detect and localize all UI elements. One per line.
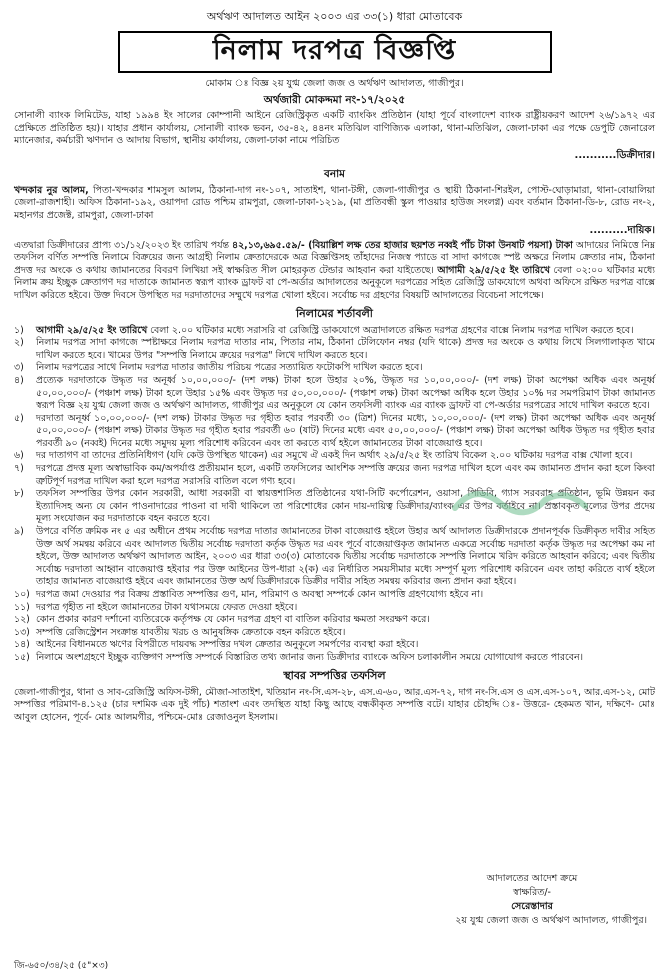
rule-item: ৪) প্রত্যেক দরদাতাকে উদ্ধৃত দর অনূর্ধ্ব ১০,০০,০০০/- (দশ লক্ষ) টাকা হলে উহার ২০%, উদ্ধৃত দর ১০,০০,০০০/- (দশ লক্ষ) টাকা অপেক্ষা অধিক এবং অনূর্ধ্ব ৫০,০০,০০০/- (পঞ্চাশ লক্ষ) টাকা হলে উহার ১৫% এবং উদ্ধৃত দর ৫০,০০,০০০/- (পঞ্চাশ লক্ষ) টাকা অপেক্ষা অধিক হলে উহার ১০% দর সমপরিমাণ টাকা জামানত স্বরূপ বিজ্ঞ ২য় যুগ্ম জেলা জজ ও অর্থঋণ আদালত, গাজীপুর এর অনুকূলে যে কোন তফসিলী ব্যাংক এর ব্যাংক ড্রাফট বা পে-অর্ডার দরপত্রের সাথে দাখিল করতে হবে। [14, 374, 655, 412]
plaintiff-label: ...........ডিক্রীদার। [574, 149, 655, 161]
versus-heading: বনাম [324, 167, 345, 180]
rule-item: ৮) তফসিল সম্পত্তির উপর কোন সরকারী, আধা সরকারী বা স্বায়ত্তশাসিত প্রতিষ্ঠানের যথা-সিটি কর্পোরেশন, ওয়াসা, পিডিবি, গ্যাস সরবরাহ প্রতিষ্ঠান, ভূমি উন্নয়ন কর ইত্যাদিসহ অন্য যে কোন পাওনাদারের পাওনা বা দাবী থাকিলে তা পরিশোধের কোন দায়-দায়িত্ব ডিক্রীদার/ব্যাংক এর উপর বর্তাইবে না। প্রস্তাবকৃত মূল্যের উপর প্রদেয় মূল্য সংযোজন কর দরদাতাকে বহন করতে হবে। [14, 488, 655, 525]
defendant-name: খন্দকার নুর আলম, [14, 184, 89, 196]
signature-order: আদালতের আদেশ ক্রমে [486, 873, 578, 884]
signature-title: সেরেস্তাদার [511, 901, 553, 912]
defendant-block [14, 185, 655, 223]
rule-item: ১৪) আইনের বিধানমতে ঋণের বিপরীতে দায়বদ্ধ সম্পত্তির দখল ক্রেতার অনুকূলে সমর্পণের ব্যবস্থা করা হইবে। [14, 639, 419, 651]
decree-amount: ৪২,১৩,৬৯৫.৫৯/- (বিয়াল্লিশ লক্ষ তের হাজার ছয়শত নব্বই পাঁচ টাকা উনষাট পয়সা) [231, 239, 553, 251]
law-reference: অর্থঋণ আদালত আইন ২০০৩ এর ৩৩(১) ধারা মোতাবেক [206, 10, 463, 23]
signature-signed: স্বাক্ষরিত/- [513, 887, 551, 898]
schedule-text: জেলা-গাজীপুর, থানা ও সাব-রেজিস্ট্রি অফিস-টঙ্গী, মৌজা-সাতাইশ, খতিয়ান নং-সি.এস-২৮, এস.এ-৬০, আর.এস-৭২, দাগ নং-সি.এস ও এস.এস-১০৭, আর.এস-১২, মোট সম্পত্তির পরিমাণ-৪.১২৫ (চার দশমিক এক দুই পাঁচ) শতাংশ এবং তদস্থিত যাহা কিছু আছে বন্ধকীকৃত সম্পত্তি বটে। যাহার চৌহদ্দি ঃ- উত্তরে- হেকমত খান, দক্ষিণে- মোঃ আবুল হোসেন, পূর্বে- মোঃ আলমগীর, পশ্চিমে-মোঃ রেজাওনুল ইসলাম। [14, 686, 655, 723]
defendant-label: ..........দায়িক। [589, 224, 655, 236]
rule-item: ১) আগামী ২৯/৫/২৫ ইং তারিখে বেলা ২.০০ ঘটিকার মধ্যে সরাসরি বা রেজিস্ট্রি ডাকযোগে অত্রাদালতে রক্ষিত দরপত্র গ্রহণের বাক্সে নিলাম দরপত্র দাখিল করতে হবে। [14, 324, 634, 336]
rule-item: ২) নিলাম দরপত্র সাদা কাগজে স্পষ্টাক্ষরে নিলাম দরপত্র দাতার নাম, পিতার নাম, ঠিকানা টেলিফোন নম্বর (যদি থাকে) প্রদত্ত দর অংকে ও কথায় লিখে সিলগালাকৃত খামে দাখিল করতে হবে। খামের উপর "সম্পত্তি নিলামে ক্রয়ের দরপত্র" লিখে দাখিল করতে হবে। [14, 337, 655, 361]
court-name: মোকাম ঃ বিজ্ঞ ২য় যুগ্ম জেলা জজ ও অর্থঋণ আদালত, গাজীপুর। [205, 78, 464, 89]
rule-item: ৩) নিলাম দরপত্রের সাথে নিলাম দরপত্র দাতার জাতীয় পরিচয় পত্রের সত্যায়িত ফটোকপি দাখিল করতে হবে। [14, 362, 423, 374]
intro-paragraph [14, 240, 655, 303]
footer-code: জি-৬৫০/৩৪/২৫ (৫"×৩) [14, 961, 109, 971]
intro-part1: এতদ্বারা ডিক্রীদারের প্রাপ্য ৩১/১২/২০২৩ ইং তারিখ পর্যন্ত [14, 239, 229, 251]
notice-title: নিলাম দরপত্র বিজ্ঞপ্তি [118, 31, 552, 73]
intro-part2: আদায়ের নিমিত্তে নিম্ন তফসিল বর্ণিত সম্পত্তি নিলামে বিক্রয়ের জন্য আগ্রহী নিলাম ক্রেতাদেরকে অত্র বিজ্ঞপ্তিসহ তাঁহাদের নিজস্ব প্যাডে বা সাদা কাগজে স্পষ্ট অক্ষরে নিলাম ক্রেতার নাম, ঠিকানা প্রদত্ত দর অংকে ও কথায় জামানতের বিবরণ লিখিয়া সই স্বাক্ষরিত সীল মোহরকৃত টেন্ডার আহবান করা যাইতেছে। [14, 239, 656, 276]
plaintiff-text: সোনালী ব্যাংক লিমিটেড, যাহা ১৯৯৪ ইং সালের কোম্পানী আইনে রেজিস্ট্রিকৃত একটি ব্যাংকিং প্রতিষ্ঠান (যাহা পূর্বে বাংলাদেশ ব্যাংক রাষ্ট্রীয়করণ আদেশ ২৬/১৯৭২ এর প্রেক্ষিতে প্রতিষ্ঠিত হয়)। যাহার প্রধান কার্যালয়, সোনালী ব্যাংক ভবন, ৩৫-৪২, ৪৪নং মতিঝিল বাণিজ্যিক এলাকা, থানা-মতিঝিল, জেলা-ঢাকা এর পক্ষে ডেপুটি জেনারেল ম্যানেজার, কর্মচারী ঋণদান ও আদায় বিভাগ, স্থানীয় কার্যালয়, জেলা-ঢাকা নামে পরিচিত [14, 110, 655, 147]
rule-item: ১২) কোন প্রকার কারণ দর্শানো ব্যতিরেকে কর্তৃপক্ষ যে কোন দরপত্র গ্রহণ বা বাতিল করিবার ক্ষমতা সংরক্ষণ করে। [14, 614, 430, 626]
signature-block [417, 872, 647, 928]
rule-item: ১৩) সম্পত্তি রেজিস্ট্রেশন সংক্রান্ত যাবতীয় খরচ ও আনুষঙ্গিক ক্রেতাকে বহন করিতে হইবে। [14, 626, 346, 638]
case-number: অর্থজারী মোকদ্দমা নং-১৭/২০২৫ [263, 94, 406, 106]
rule-item: ৭) দরপত্রে প্রদত্ত মূল্য অস্বাভাবিক কম/অপর্যাপ্ত প্রতীয়মান হলে, একটি তফসিলের আংশিক সম্পত্তি ক্রয়ের জন্য দরপত্র দাখিল হলে এবং কম জামানত প্রদান করা হলে কিংবা ত্রুটিপূর্ণ দরপত্র দাখিল করা হলে দরপত্র সরাসরি বাতিল বলে গণ্য হবে। [14, 463, 655, 487]
rule-item: ১১) দরপত্র গৃহীত না হইলে জামানতের টাকা যথাসময়ে ফেরত দেওয়া হইবে। [14, 601, 298, 613]
taka-word: টাকা [555, 239, 573, 251]
rule-item: ৫) দরদাতা অনূর্ধ্ব ১০,০০,০০০/- (দশ লক্ষ) টাকার উদ্ধৃত দর গৃহীত হবার পরবর্তী ৩০ (ত্রিশ) দিনের মধ্যে, ১০,০০,০০০/- (দশ লক্ষ) টাকা অপেক্ষা অধিক এবং অনূর্ধ্ব ৫০,০০,০০০/- (পঞ্চাশ লক্ষ) টাকার উদ্ধৃত দর গৃহীত হবার পরবর্তী ৬০ (ষাট) দিনের মধ্যে এবং ৫০,০০,০০০/- (পঞ্চাশ লক্ষ) টাকা অপেক্ষা অধিক উদ্ধৃত দর গৃহীত হবার পরবর্তী ৯০ (নব্বই) দিনের মধ্যে সমুদয় মূল্য পরিশোধ করিবেন এবং তা করতে ব্যর্থ হইলে জামানতের টাকা বাজেয়াপ্ত হবে। [14, 412, 655, 449]
rule-item: ৬) দর দাতাগণ বা তাদের প্রতিনিধিগণ (যদি কেউ উপস্থিত থাকেন) এর সমুখে ঐ একই দিন অর্থাৎ ২৯/৫/২৫ ইং তারিখ বিকেল ২.০০ ঘটিকায় দরপত্র বাক্স খোলা হবে। [14, 450, 633, 462]
watermark-stamp-icon [445, 478, 595, 518]
schedule-title: স্থাবর সম্পত্তির তফসিল [283, 668, 386, 682]
signature-court: ২য় যুগ্ম জেলা জজ ও অর্থঋণ আদালত, গাজীপুর। [455, 915, 647, 926]
intro-part3: বেলা ০২:০০ ঘটিকার মধ্যে নিলাম ক্রয় ইচ্ছুক ক্রেতাগণ দর দাতাকে জামানত স্বরূপ ব্যাংক ড্রাফট বা পে-অর্ডার আদালতের অনুকূলে দরপত্রের সহিত রেজিস্ট্রি ডাকযোগে অথবা অফিসে রক্ষিত দরপত্র বাক্সে দাখিল করিতে হইবে। উক্ত দিবসে উপস্থিত দর দরদাতাদের সম্মুখে দরপত্র খোলা হইবে। সর্বোচ্চ দর গ্রহণের বিষয়টি আদালতের বিবেচনা সাপেক্ষে। [14, 264, 655, 301]
rule-item: ৯) উপরে বর্ণিত ক্রমিক নং ৫ এর অধীনে প্রথম সর্বোচ্চ দরপত্র দাতার জামানতের টাকা বাজেয়াপ্ত হইলে উহার অর্থ আদালত ডিক্রীদারকে প্রদানপূর্বক ডিক্রীকৃত দাবীর সহিত উক্ত অর্থ সমন্বয় করিবে এবং আদালত দ্বিতীয় সর্বোচ্চ দরদাতা কর্তৃক উদ্ধৃত দর এবং পূর্বে বাজেয়াপ্তকৃত জামানত একত্রে সর্বোচ্চ দরদাতা কর্তৃক উদ্ধৃত দর অপেক্ষা কম না হইলে, উক্ত আদালত অর্থঋণ আদালত আইন, ২০০৩ এর ধারা ৩৩(৩) মোতাবেক দ্বিতীয় সর্বোচ্চ দরদাতাকে সম্পত্তি নিলামে খরিদ করিতে আহবান করিবে; এবং দ্বিতীয় সর্বোচ্চ দরদাতা আহ্বান বাজেয়াপ্ত হইবার পর উক্ত আইনের উপ-ধারা ২(ক) এর নির্ধারিত সময়সীমার মধ্যে সম্পূর্ণ মূল্য পরিশোধ করিবেন এবং তাহা করিতে ব্যর্থ হইলে তাহার জামানত বাজেয়াপ্ত হইবে এবং জামানতের উক্ত অর্থ ডিক্রীদারকে ডিক্রীর দাবীর সহিত সমন্বয় করিবার জন্য প্রদান করা হইবে। [14, 526, 655, 588]
rule-item: ১০) দরপত্র জমা দেওয়ার পর বিক্রয় প্রস্তাবিত সম্পত্তির গুণ, মান, পরিমাণ ও অবস্থা সম্পর্কে কোন আপত্তি গ্রহণযোগ্য হইবে না। [14, 589, 484, 600]
rule-item: ১৫) নিলামে অংশগ্রহণে ইচ্ছুক ব্যক্তিগণ সম্পত্তি সম্পর্কে বিস্তারিত তথ্য জানার জন্য ডিক্রীদার ব্যাংকে অফিস চলাকালীন সময়ে যোগাযোগ করতে পারবেন। [14, 651, 583, 663]
defendant-text: পিতা-খন্দকার শামসুল আলম, ঠিকানা-দাগ নং-১০৭, সাতাইশ, থানা-টঙ্গী, জেলা-গাজীপুর ও স্থায়ী ঠিকানা-শিরইল, পোস্ট-ঘোড়ামারা, থানা-বোয়ালিয়া জেলা-রাজশাহী। অফিস ঠিকানা-১৯২, ওয়াপদা রোড পশ্চিম রামপুরা, জেলা-ঢাকা-১২১৯, (মা প্রতিবন্ধী স্কুল পাওয়ার হাউজ সংলগ্ন) এবং বর্তমান ঠিকানা-ডি-৮, রোড নং-২, মহানগর প্রজেক্ট, রামপুরা, জেলা-ঢাকা [14, 184, 655, 221]
tender-date: আগামী ২৯/৫/২৫ ইং তারিখে [437, 264, 550, 276]
rules-title: নিলামের শর্তাবলী [296, 306, 373, 320]
